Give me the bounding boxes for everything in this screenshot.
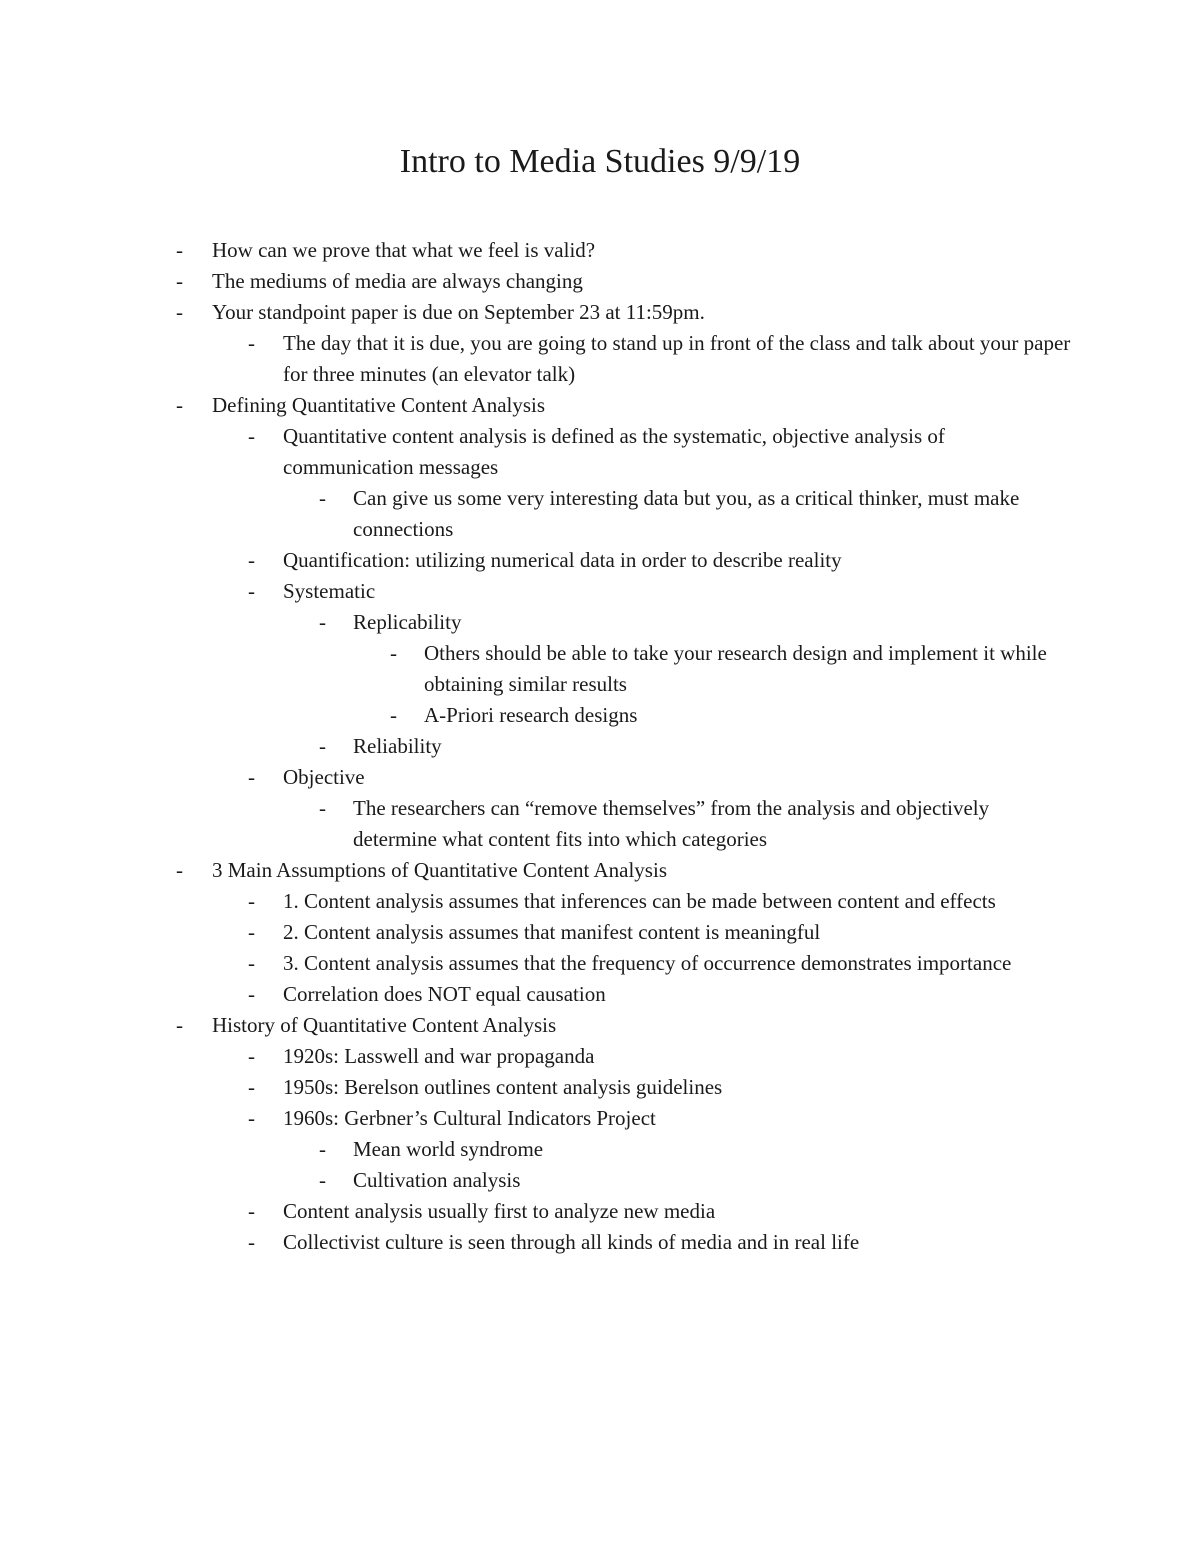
note-text: 1960s: Gerbner’s Cultural Indicators Project — [283, 1106, 656, 1130]
bullet-dash: - — [248, 951, 255, 975]
note-item-level-2 — [176, 1103, 1076, 1134]
note-item-level-2 — [176, 421, 1076, 483]
bullet-dash: - — [319, 1168, 326, 1192]
note-item-level-4 — [176, 700, 1076, 731]
bullet-dash: - — [319, 486, 326, 510]
note-text: Content analysis usually first to analyze new media — [283, 1199, 716, 1223]
bullet-dash: - — [319, 610, 326, 634]
bullet-dash: - — [319, 734, 326, 758]
bullet-dash: - — [248, 548, 255, 572]
bullet-dash: - — [248, 1199, 255, 1223]
notes-list — [176, 235, 1076, 1258]
note-item-level-2 — [176, 1072, 1076, 1103]
note-item-level-2 — [176, 1041, 1076, 1072]
note-item-level-2 — [176, 328, 1076, 390]
note-item-level-3 — [176, 731, 1076, 762]
note-text: History of Quantitative Content Analysis — [212, 1013, 557, 1037]
note-text: Others should be able to take your research design and implement it while obtaining similar results — [424, 641, 1047, 696]
note-item-level-3 — [176, 1134, 1076, 1165]
note-item-level-2 — [176, 1196, 1076, 1227]
note-item-level-2 — [176, 762, 1076, 793]
bullet-dash: - — [319, 796, 326, 820]
bullet-dash: - — [248, 1075, 255, 1099]
note-text: Cultivation analysis — [353, 1168, 521, 1192]
note-item-level-2 — [176, 948, 1076, 979]
note-item-level-3 — [176, 1165, 1076, 1196]
note-text: 2. Content analysis assumes that manifest content is meaningful — [283, 920, 821, 944]
note-item-level-2 — [176, 886, 1076, 917]
note-item-level-4 — [176, 638, 1076, 700]
note-text: Defining Quantitative Content Analysis — [212, 393, 546, 417]
note-item-level-1 — [176, 297, 1076, 328]
note-item-level-1 — [176, 235, 1076, 266]
bullet-dash: - — [248, 765, 255, 789]
note-text: Correlation does NOT equal causation — [283, 982, 606, 1006]
bullet-dash: - — [176, 238, 183, 262]
bullet-dash: - — [248, 424, 255, 448]
bullet-dash: - — [248, 920, 255, 944]
note-text: 1. Content analysis assumes that inferences can be made between content and effects — [283, 889, 996, 913]
bullet-dash: - — [319, 1137, 326, 1161]
note-text: Objective — [283, 765, 365, 789]
bullet-dash: - — [248, 889, 255, 913]
note-text: The day that it is due, you are going to stand up in front of the class and talk about your paper for three minutes (an elevator talk) — [283, 331, 1071, 386]
note-text: Systematic — [283, 579, 376, 603]
note-text: The researchers can “remove themselves” from the analysis and objectively determine what content fits into which categories — [353, 796, 990, 851]
note-item-level-1 — [176, 1010, 1076, 1041]
note-text: Quantification: utilizing numerical data in order to describe reality — [283, 548, 842, 572]
note-item-level-2 — [176, 979, 1076, 1010]
note-text: Your standpoint paper is due on September 23 at 11:59pm. — [212, 300, 705, 324]
bullet-dash: - — [248, 1230, 255, 1254]
note-item-level-2 — [176, 545, 1076, 576]
note-text: Reliability — [353, 734, 442, 758]
note-item-level-2 — [176, 917, 1076, 948]
note-text: A-Priori research designs — [424, 703, 638, 727]
note-item-level-3 — [176, 607, 1076, 638]
note-text: 3. Content analysis assumes that the frequency of occurrence demonstrates importance — [283, 951, 1012, 975]
bullet-dash: - — [176, 393, 183, 417]
note-text: Quantitative content analysis is defined as the systematic, objective analysis of communication messages — [283, 424, 945, 479]
note-text: 1950s: Berelson outlines content analysis guidelines — [283, 1075, 723, 1099]
bullet-dash: - — [390, 703, 397, 727]
note-item-level-3 — [176, 793, 1076, 855]
note-text: Collectivist culture is seen through all kinds of media and in real life — [283, 1230, 860, 1254]
note-text: The mediums of media are always changing — [212, 269, 583, 293]
bullet-dash: - — [248, 579, 255, 603]
page-title: Intro to Media Studies 9/9/19 — [399, 143, 801, 180]
bullet-dash: - — [248, 1106, 255, 1130]
bullet-dash: - — [176, 269, 183, 293]
note-text: How can we prove that what we feel is valid? — [212, 238, 596, 262]
note-text: Mean world syndrome — [353, 1137, 544, 1161]
bullet-dash: - — [176, 858, 183, 882]
bullet-dash: - — [248, 331, 255, 355]
note-text: 1920s: Lasswell and war propaganda — [283, 1044, 595, 1068]
note-text: Replicability — [353, 610, 462, 634]
note-item-level-3 — [176, 483, 1076, 545]
bullet-dash: - — [176, 300, 183, 324]
bullet-dash: - — [390, 641, 397, 665]
note-item-level-2 — [176, 1227, 1076, 1258]
bullet-dash: - — [248, 1044, 255, 1068]
note-item-level-2 — [176, 576, 1076, 607]
note-text: 3 Main Assumptions of Quantitative Content Analysis — [212, 858, 667, 882]
note-text: Can give us some very interesting data but you, as a critical thinker, must make connections — [353, 486, 1020, 541]
note-item-level-1 — [176, 855, 1076, 886]
note-item-level-1 — [176, 266, 1076, 297]
bullet-dash: - — [248, 982, 255, 1006]
bullet-dash: - — [176, 1013, 183, 1037]
note-item-level-1 — [176, 390, 1076, 421]
